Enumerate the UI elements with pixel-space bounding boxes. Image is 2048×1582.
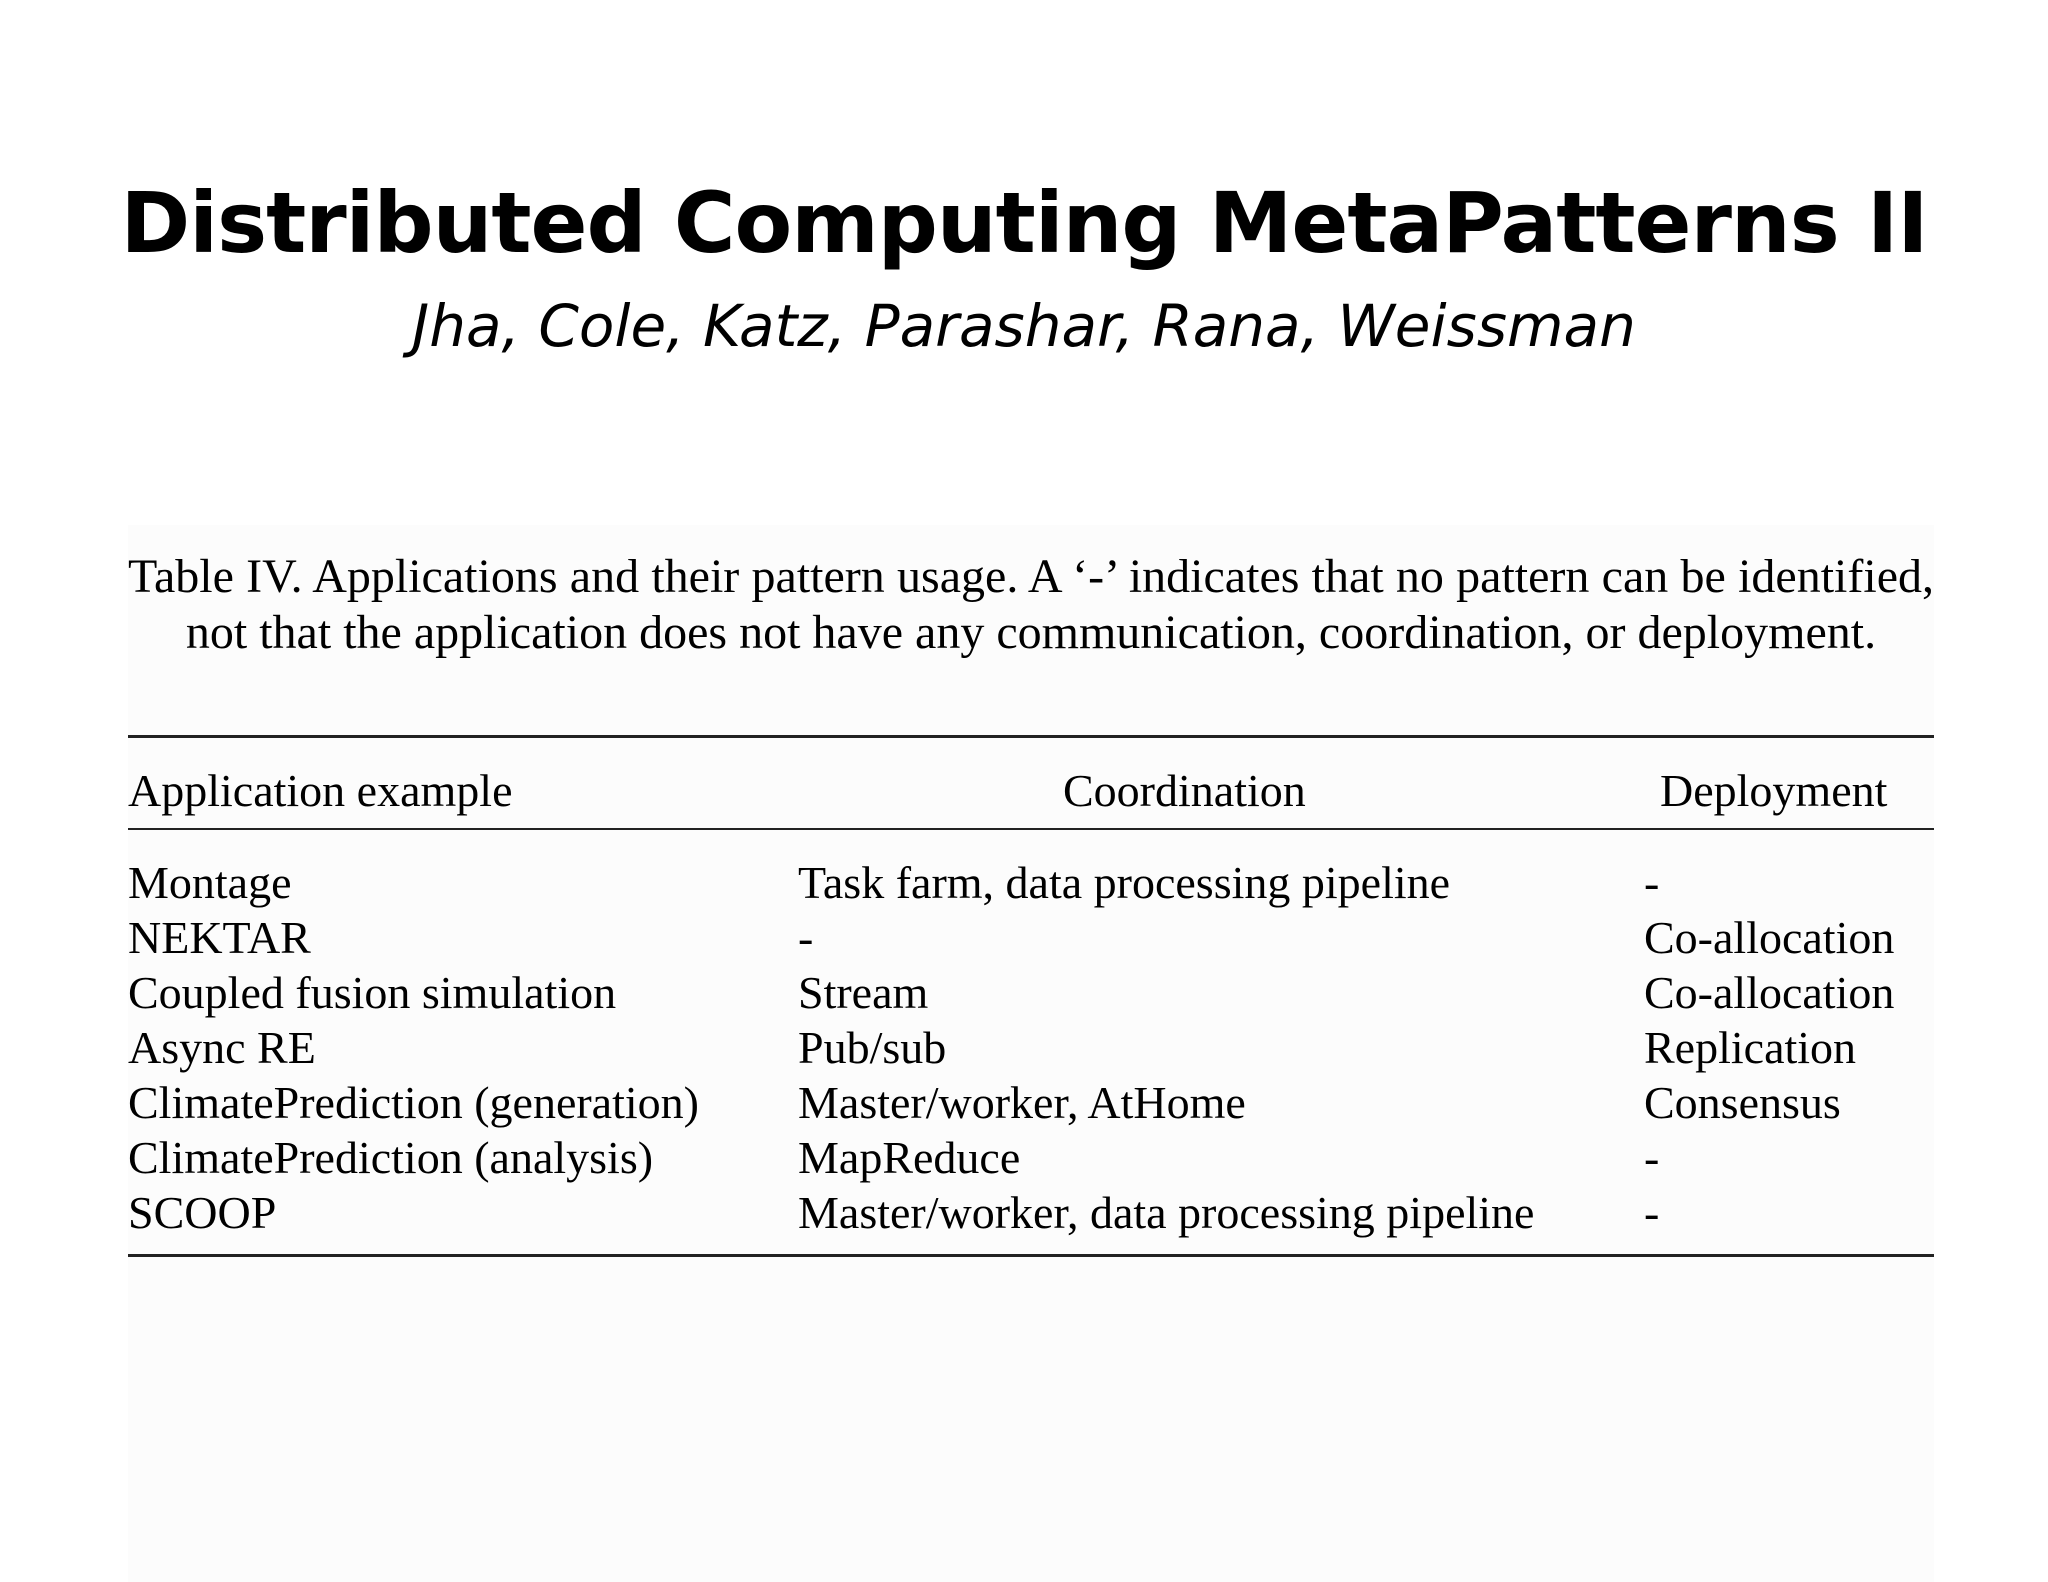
table-cell-application: Async RE [128, 1022, 316, 1073]
table-cell-application: Montage [128, 857, 292, 908]
slide-authors: Jha, Cole, Katz, Parashar, Rana, Weissman [412, 292, 1636, 360]
table-cell-deployment: Consensus [1644, 1077, 1841, 1128]
table-cell-coordination: MapReduce [798, 1132, 1021, 1183]
table-cell-coordination: - [798, 912, 814, 963]
table-header-rule [128, 828, 1934, 830]
table-cell-coordination: Master/worker, data processing pipeline [798, 1187, 1535, 1238]
table-cell-deployment: Replication [1644, 1022, 1857, 1073]
table-cell-coordination: Pub/sub [798, 1022, 947, 1073]
table-cell-application: ClimatePrediction (generation) [128, 1077, 699, 1128]
table-caption: Table IV. Applications and their pattern usage. A ‘-’ indicates that no pattern can be identified, not that the application does not have any communication, coordination, or deployment. [128, 550, 1934, 659]
table-cell-deployment: - [1644, 1187, 1660, 1238]
table-figure [128, 525, 1934, 1582]
table-cell-application: Coupled fusion simulation [128, 967, 617, 1018]
table-bottom-rule [128, 1254, 1934, 1257]
column-header-coordination: Coordination [1063, 765, 1306, 816]
table-cell-application: ClimatePrediction (analysis) [128, 1132, 654, 1183]
slide-title: Distributed Computing MetaPatterns II [120, 174, 1928, 272]
table-cell-deployment: - [1644, 857, 1660, 908]
table-cell-deployment: Co-allocation [1644, 912, 1895, 963]
table-cell-coordination: Task farm, data processing pipeline [798, 857, 1451, 908]
table-cell-coordination: Stream [798, 967, 929, 1018]
table-cell-coordination: Master/worker, AtHome [798, 1077, 1246, 1128]
table-cell-application: NEKTAR [128, 912, 311, 963]
table-cell-deployment: Co-allocation [1644, 967, 1895, 1018]
table-cell-application: SCOOP [128, 1187, 277, 1238]
column-header-application: Application example [128, 765, 513, 816]
column-header-deployment: Deployment [1660, 765, 1888, 816]
table-cell-deployment: - [1644, 1132, 1660, 1183]
table-top-rule [128, 735, 1934, 738]
